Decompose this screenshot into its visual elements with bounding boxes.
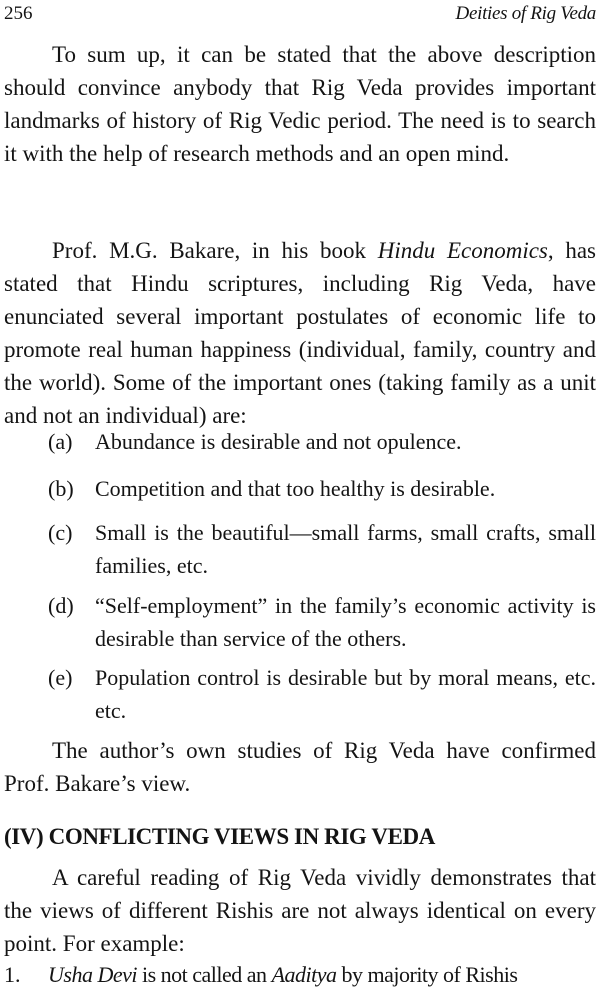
- list-item-text: Small is the beautiful—small farms, small crafts, small families, etc.: [95, 520, 596, 578]
- list-item-text: “Self-employment” in the family’s economic activity is desirable than service of the others.: [95, 593, 596, 651]
- list-marker: (a): [48, 429, 73, 454]
- numbered-item-text: [48, 958, 596, 991]
- list-marker: (c): [48, 520, 73, 545]
- list-marker: (e): [48, 665, 73, 690]
- deity-name: Usha Devi: [48, 962, 137, 987]
- list-item-text: Population control is desirable but by moral means, etc. etc.: [95, 665, 596, 723]
- numbered-item-end: by majority of Rishis: [336, 962, 518, 987]
- paragraph-author-view: The author’s own studies of Rig Veda have confirmed Prof. Bakare’s view.: [4, 738, 596, 796]
- list-marker: (b): [48, 476, 74, 501]
- list-item-text: Competition and that too healthy is desirable.: [95, 476, 496, 501]
- book-title: Hindu Economics: [377, 238, 548, 263]
- paragraph-bakare-body: , has stated that Hindu scriptures, including Rig Veda, have enunciated several important postulates of economic life to promote real human happiness (individual, family, country and the world). Some of the important ones (taking family as a unit and not an individual) are:: [4, 238, 596, 428]
- running-title: Deities of Rig Veda: [455, 3, 596, 24]
- numbered-item-mid: is not called an: [136, 962, 272, 987]
- paragraph-conflicting-views: A careful reading of Rig Veda vividly demonstrates that the views of different Rishis are not always identical on every point. For example:: [4, 865, 596, 956]
- aaditya-term: Aaditya: [271, 962, 337, 987]
- paragraph-bakare-intro: Prof. M.G. Bakare, in his book: [52, 238, 378, 263]
- paragraph-bakare: [4, 234, 596, 432]
- paragraph-summary: To sum up, it can be stated that the above description should convince anybody that Rig Veda provides important landmarks of history of Rig Vedic period. The need is to search it with the help of research methods and an open mind.: [4, 42, 596, 166]
- numbered-marker: 1.: [4, 962, 21, 987]
- list-item-text: Abundance is desirable and not opulence.: [95, 429, 462, 454]
- list-marker: (d): [48, 593, 74, 618]
- page-number: 256: [4, 3, 33, 24]
- page-header: [4, 0, 596, 28]
- section-heading: (IV) CONFLICTING VIEWS IN RIG VEDA: [4, 824, 435, 849]
